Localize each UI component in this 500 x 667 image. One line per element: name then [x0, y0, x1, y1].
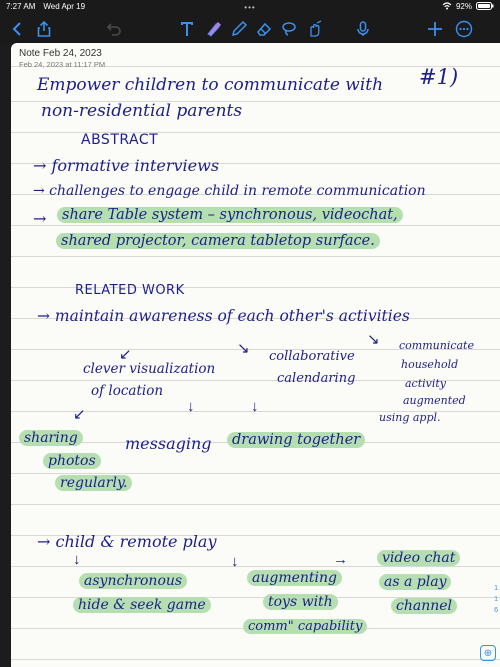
- undo-icon[interactable]: [104, 19, 124, 39]
- arrow-to-augmenting: ↓: [231, 553, 239, 570]
- play-channel: channel: [391, 598, 457, 614]
- play-toys-with: toys with: [263, 594, 338, 610]
- battery-percent: 92%: [455, 2, 472, 11]
- sharing-photos-1: sharing: [19, 430, 83, 446]
- related-augmented: augmented: [403, 394, 466, 407]
- multitasking-grabber[interactable]: •••: [244, 3, 256, 12]
- related-collaborative: collaborative: [269, 349, 355, 364]
- heading-line-2: non-residential parents: [41, 101, 243, 121]
- note-tag: #1): [419, 65, 459, 89]
- status-time: 7:27 AM: [6, 2, 36, 11]
- battery-icon: [476, 2, 494, 12]
- abstract-point-3: share Table system – synchronous, videochat,: [57, 207, 403, 223]
- related-household: household: [401, 358, 459, 371]
- share-icon[interactable]: [34, 19, 54, 39]
- scroll-indicator[interactable]: 1 1 6: [494, 585, 498, 614]
- lasso-tool-icon[interactable]: [279, 19, 299, 39]
- arrow-to-sharing: ↙: [73, 406, 86, 423]
- play-hide-seek: hide & seek game: [73, 597, 211, 613]
- status-date: Wed Apr 19: [43, 2, 86, 11]
- related-activity: activity: [405, 377, 447, 390]
- arrow-to-location: ↙: [119, 346, 132, 363]
- status-bar: [0, 0, 500, 13]
- related-using-appl: using appl.: [379, 411, 441, 424]
- note-title: Note Feb 24, 2023: [19, 48, 102, 59]
- sharing-photos-3: regularly.: [55, 475, 132, 491]
- abstract-point-2: → challenges to engage child in remote communication: [33, 183, 426, 199]
- abstract-point-4: shared projector, camera tabletop surface.: [56, 233, 380, 249]
- hand-touch-icon[interactable]: [304, 19, 324, 39]
- microphone-icon[interactable]: [353, 19, 373, 39]
- related-communicate: communicate: [399, 339, 474, 352]
- zoom-icon[interactable]: ⊕: [480, 645, 496, 661]
- play-augmenting: augmenting: [247, 570, 342, 586]
- play-heading: → child & remote play: [37, 532, 217, 551]
- add-icon[interactable]: [425, 19, 445, 39]
- note-toolbar: [0, 13, 500, 43]
- related-clever-visualization: clever visualization: [83, 361, 216, 377]
- play-asynchronous: asynchronous: [79, 573, 187, 589]
- play-video-chat: video chat: [377, 550, 460, 566]
- related-calendaring: calendaring: [277, 371, 356, 386]
- arrow-to-drawing: ↓: [251, 398, 259, 415]
- messaging: messaging: [125, 434, 212, 453]
- drawing-together: drawing together: [227, 432, 365, 448]
- heading-line-1: Empower children to communicate with: [37, 75, 384, 95]
- arrow-to-calendaring: ↘: [237, 340, 250, 357]
- wifi-icon: [442, 2, 452, 12]
- related-of-location: of location: [91, 383, 164, 399]
- back-chevron-icon[interactable]: [8, 19, 28, 39]
- abstract-point-1: → formative interviews: [33, 156, 220, 175]
- related-work-heading: RELATED WORK: [75, 283, 185, 298]
- related-point-1: → maintain awareness of each other's activities: [37, 307, 410, 325]
- arrow-to-household: ↘: [367, 331, 380, 348]
- note-date: Feb 24, 2023 at 11:17 PM: [19, 60, 106, 69]
- abstract-heading: ABSTRACT: [81, 132, 159, 148]
- pen-tool-icon[interactable]: [229, 19, 249, 39]
- eraser-tool-icon[interactable]: [254, 19, 274, 39]
- arrow-to-async: ↓: [73, 551, 81, 568]
- highlighter-tool-icon[interactable]: [203, 19, 223, 39]
- play-as-a-play: as a play: [379, 574, 451, 590]
- note-canvas[interactable]: [11, 43, 500, 667]
- text-tool-icon[interactable]: [177, 19, 197, 39]
- play-comm-capability: comm" capability: [243, 619, 367, 634]
- arrow-to-messaging: ↓: [187, 398, 195, 415]
- sharing-photos-2: photos: [43, 453, 101, 469]
- arrow-to-videochat: →: [333, 551, 348, 568]
- abstract-point-3-arrow: →: [33, 209, 47, 228]
- more-icon[interactable]: [454, 19, 474, 39]
